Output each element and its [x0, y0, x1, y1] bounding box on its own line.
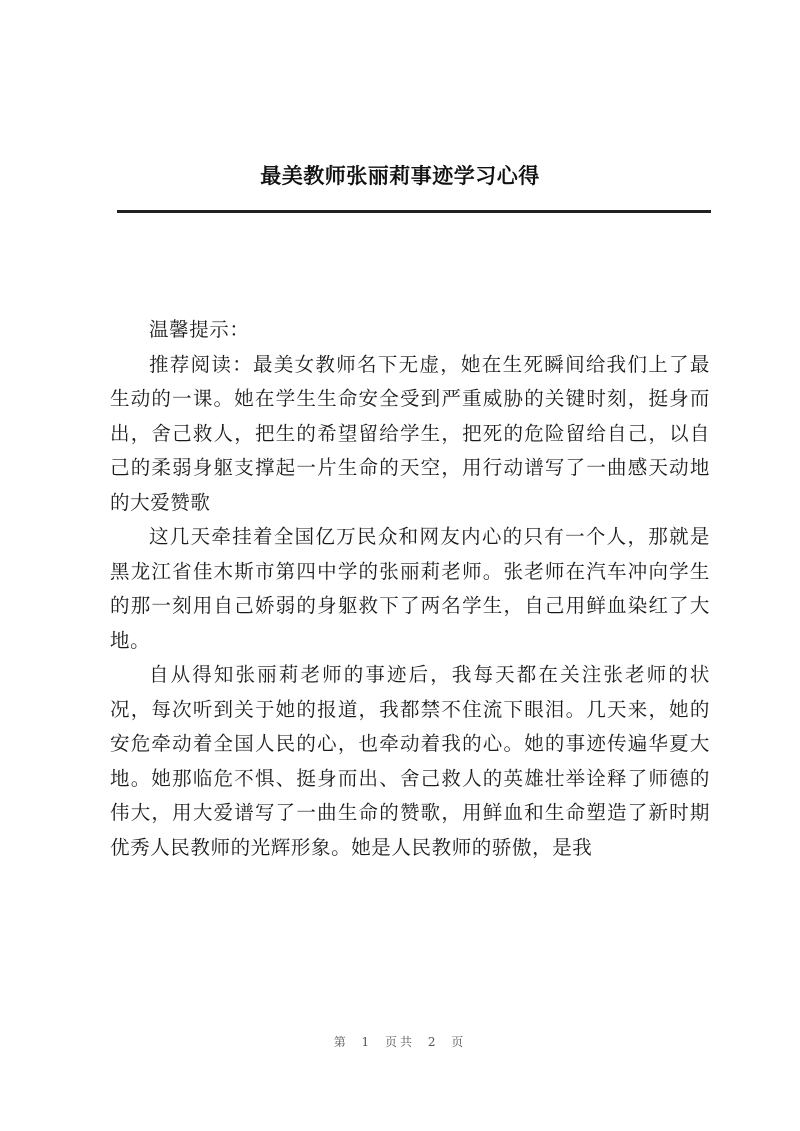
page-footer: 第 1 页共 2 页 — [333, 1035, 467, 1049]
paragraph-body-1: 这几天牵挂着全国亿万民众和网友内心的只有一个人，那就是黑龙江省佳木斯市第四中学的张丽莉老师。张老师在汽车冲向学生的那一刻用自己娇弱的身躯救下了两名学生，自己用鲜血染红了大地。 — [110, 525, 710, 652]
paragraph-notice: 温馨提示： — [149, 318, 250, 341]
paragraph-recommended-reading: 推荐阅读：最美女教师名下无虚，她在生死瞬间给我们上了最生动的一课。她在学生生命安全受到严重威胁的关键时刻，挺身而出，舍己救人，把生的希望留给学生，把死的危险留给自己，以自己的柔弱身躯支撑起一片生命的天空，用行动谱写了一曲感天动地的大爱赞歌 — [110, 352, 710, 514]
document-body — [110, 313, 710, 865]
title-divider — [117, 210, 711, 213]
paragraph-body-2: 自从得知张丽莉老师的事迹后，我每天都在关注张老师的状况，每次听到关于她的报道，我都禁不住流下眼泪。几天来，她的安危牵动着全国人民的心，也牵动着我的心。她的事迹传遍华夏大地。她那临危不惧、挺身而出、舍己救人的英雄壮举诠释了师德的伟大，用大爱谱写了一曲生命的赞歌，用鲜血和生命塑造了新时期优秀人民教师的光辉形象。她是人民教师的骄傲，是我 — [110, 663, 710, 859]
document-title: 最美教师张丽莉事迹学习心得 — [260, 164, 540, 188]
